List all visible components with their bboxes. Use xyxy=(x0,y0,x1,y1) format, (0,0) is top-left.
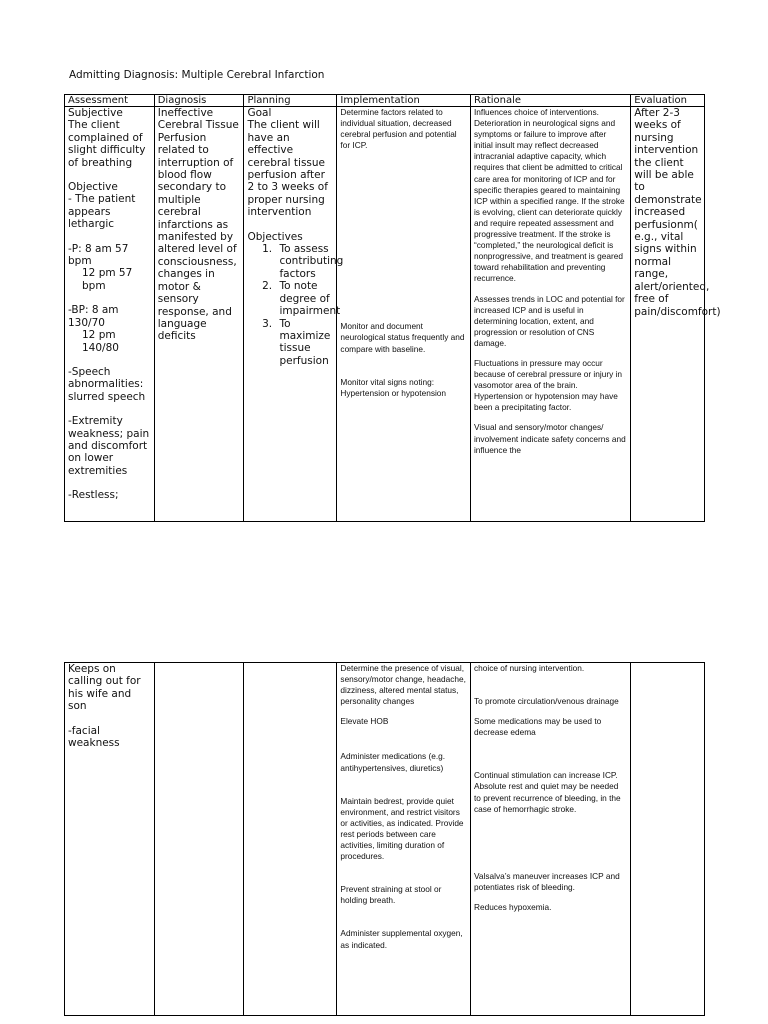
pulse-reading-1: -P: 8 am 57 bpm xyxy=(68,242,129,268)
rationale-item: Fluctuations in pressure may occur because of cerebral pressure or injury in vasomotor area of the brain. Hypertension or hypotension may have been a precipitating factor. xyxy=(473,357,623,413)
header-diagnosis: Diagnosis xyxy=(154,95,244,107)
bp-reading-2: 12 pm 140/80 xyxy=(82,329,119,354)
pulse-reading-2: 12 pm 57 bpm xyxy=(82,267,133,292)
goal-label: Goal xyxy=(247,107,272,119)
care-plan-table-page-1 xyxy=(64,94,721,522)
diagnosis-cell xyxy=(154,107,244,522)
header-row xyxy=(65,95,705,107)
header-implementation: Implementation xyxy=(337,95,471,107)
implementation-item: Monitor vital signs noting: Hypertension or hypotension xyxy=(340,376,447,398)
evaluation-cell xyxy=(631,663,705,1016)
assessment-finding: Keeps on calling out for his wife and son xyxy=(68,663,141,713)
planning-cell xyxy=(244,663,337,1016)
care-plan-table-page-2 xyxy=(64,662,705,1016)
implementation-item: Monitor and document neurological status frequently and compare with baseline. xyxy=(340,321,465,354)
diagnosis-text: Ineffective Cerebral Tissue Perfusion related to interruption of blood flow secondary to multiple cerebral infarctions as manifested by altered level of consciousness, changes in motor & sensory response, and language deficits xyxy=(157,107,239,343)
implementation-item: Administer supplemental oxygen, as indicated. xyxy=(340,928,463,950)
rationale-item: Visual and sensory/motor changes/ involvement indicate safety concerns and influence the xyxy=(473,422,626,455)
implementation-item: Determine factors related to individual situation, decreased cerebral perfusion and potential for ICP. xyxy=(340,107,457,151)
objective-item: 1. To assess contributing factors xyxy=(275,243,333,280)
diagnosis-cell xyxy=(154,663,244,1016)
evaluation-text: After 2-3 weeks of nursing intervention the client will be able to demonstrate increased perfusionm( e.g., vital signs within normal range, alert/oriented, free of pain/discomfort) xyxy=(634,107,721,318)
rationale-item: Influences choice of interventions. Deterioration in neurological signs and symptoms or failure to improve after initial insult may reflect decreased intracranial adaptive capacity, which requires that client be admitted to critical care area for monitoring of ICP and for specific therapies geared to maintaining ICP within a specified range. If the stroke is evolving, client can deteriorate quickly and require repeated assessment and progressive treatment. If the stroke is “completed,” the neurological deficit is nonprogressive, and treatment is geared toward rehabilitation and preventing recurrence. xyxy=(473,107,625,284)
implementation-item: Determine the presence of visual, sensory/motor change, headache, dizziness, altered mental status, personality changes xyxy=(340,663,466,707)
objective-item: 2. To note degree of impairment xyxy=(275,280,333,317)
rationale-item: Reduces hypoxemia. xyxy=(473,901,552,912)
header-assessment: Assessment xyxy=(65,95,155,107)
extremity-finding: -Extremity weakness; pain and discomfort on lower extremities xyxy=(68,415,150,477)
bp-reading-1: -BP: 8 am 130/70 xyxy=(68,304,119,329)
objectives-label: Objectives xyxy=(247,230,303,243)
subjective-text: The client complained of slight difficulty of breathing xyxy=(68,119,146,169)
objective-label: Objective xyxy=(68,181,118,194)
speech-finding: -Speech abnormalities: slurred speech xyxy=(68,365,146,403)
header-rationale: Rationale xyxy=(470,95,630,107)
rationale-item: choice of nursing intervention. xyxy=(473,663,585,673)
objective-text: - The patient appears lethargic xyxy=(68,193,136,231)
implementation-item: Maintain bedrest, provide quiet environment, and restrict visitors or activities, as indicated. Provide rest periods between care activities, limiting duration of procedures. xyxy=(340,795,464,862)
rationale-item: To promote circulation/venous drainage xyxy=(473,696,619,707)
assessment-finding: -facial weakness xyxy=(68,724,120,750)
table-row xyxy=(65,663,705,1016)
rationale-item: Valsalva’s maneuver increases ICP and potentiates risk of bleeding. xyxy=(473,870,620,892)
subjective-label: Subjective xyxy=(68,107,123,119)
admitting-diagnosis-title: Admitting Diagnosis: Multiple Cerebral Infarction xyxy=(69,69,325,81)
evaluation-cell xyxy=(631,107,721,522)
restless-finding: -Restless; xyxy=(68,489,119,502)
rationale-item: Some medications may be used to decrease edema xyxy=(473,716,602,738)
objectives-list xyxy=(247,243,344,367)
assessment-cell xyxy=(65,107,155,522)
objective-item: 3. To maximize tissue perfusion xyxy=(275,318,333,368)
rationale-item: Assesses trends in LOC and potential for increased ICP and is useful in determining location, extent, and progression or resolution of CNS damage. xyxy=(473,293,625,348)
goal-text: The client will have an effective cerebral tissue perfusion after 2 to 3 weeks of proper nursing intervention xyxy=(247,119,328,219)
rationale-cell xyxy=(470,107,630,522)
header-planning: Planning xyxy=(244,95,337,107)
implementation-item: Administer medications (e.g. antihypertensives, diuretics) xyxy=(340,751,446,773)
rationale-cell xyxy=(470,663,630,1016)
planning-cell xyxy=(244,107,344,522)
table-row xyxy=(65,107,705,522)
implementation-cell xyxy=(337,107,471,522)
assessment-cell xyxy=(65,663,155,1016)
implementation-cell xyxy=(337,663,471,1016)
implementation-item: Elevate HOB xyxy=(340,716,389,727)
rationale-item: Continual stimulation can increase ICP. Absolute rest and quiet may be needed to prevent recurrence of bleeding, in the case of hemorrhagic stroke. xyxy=(473,770,621,814)
header-evaluation: Evaluation xyxy=(631,95,705,107)
implementation-item: Prevent straining at stool or holding breath. xyxy=(340,884,442,906)
